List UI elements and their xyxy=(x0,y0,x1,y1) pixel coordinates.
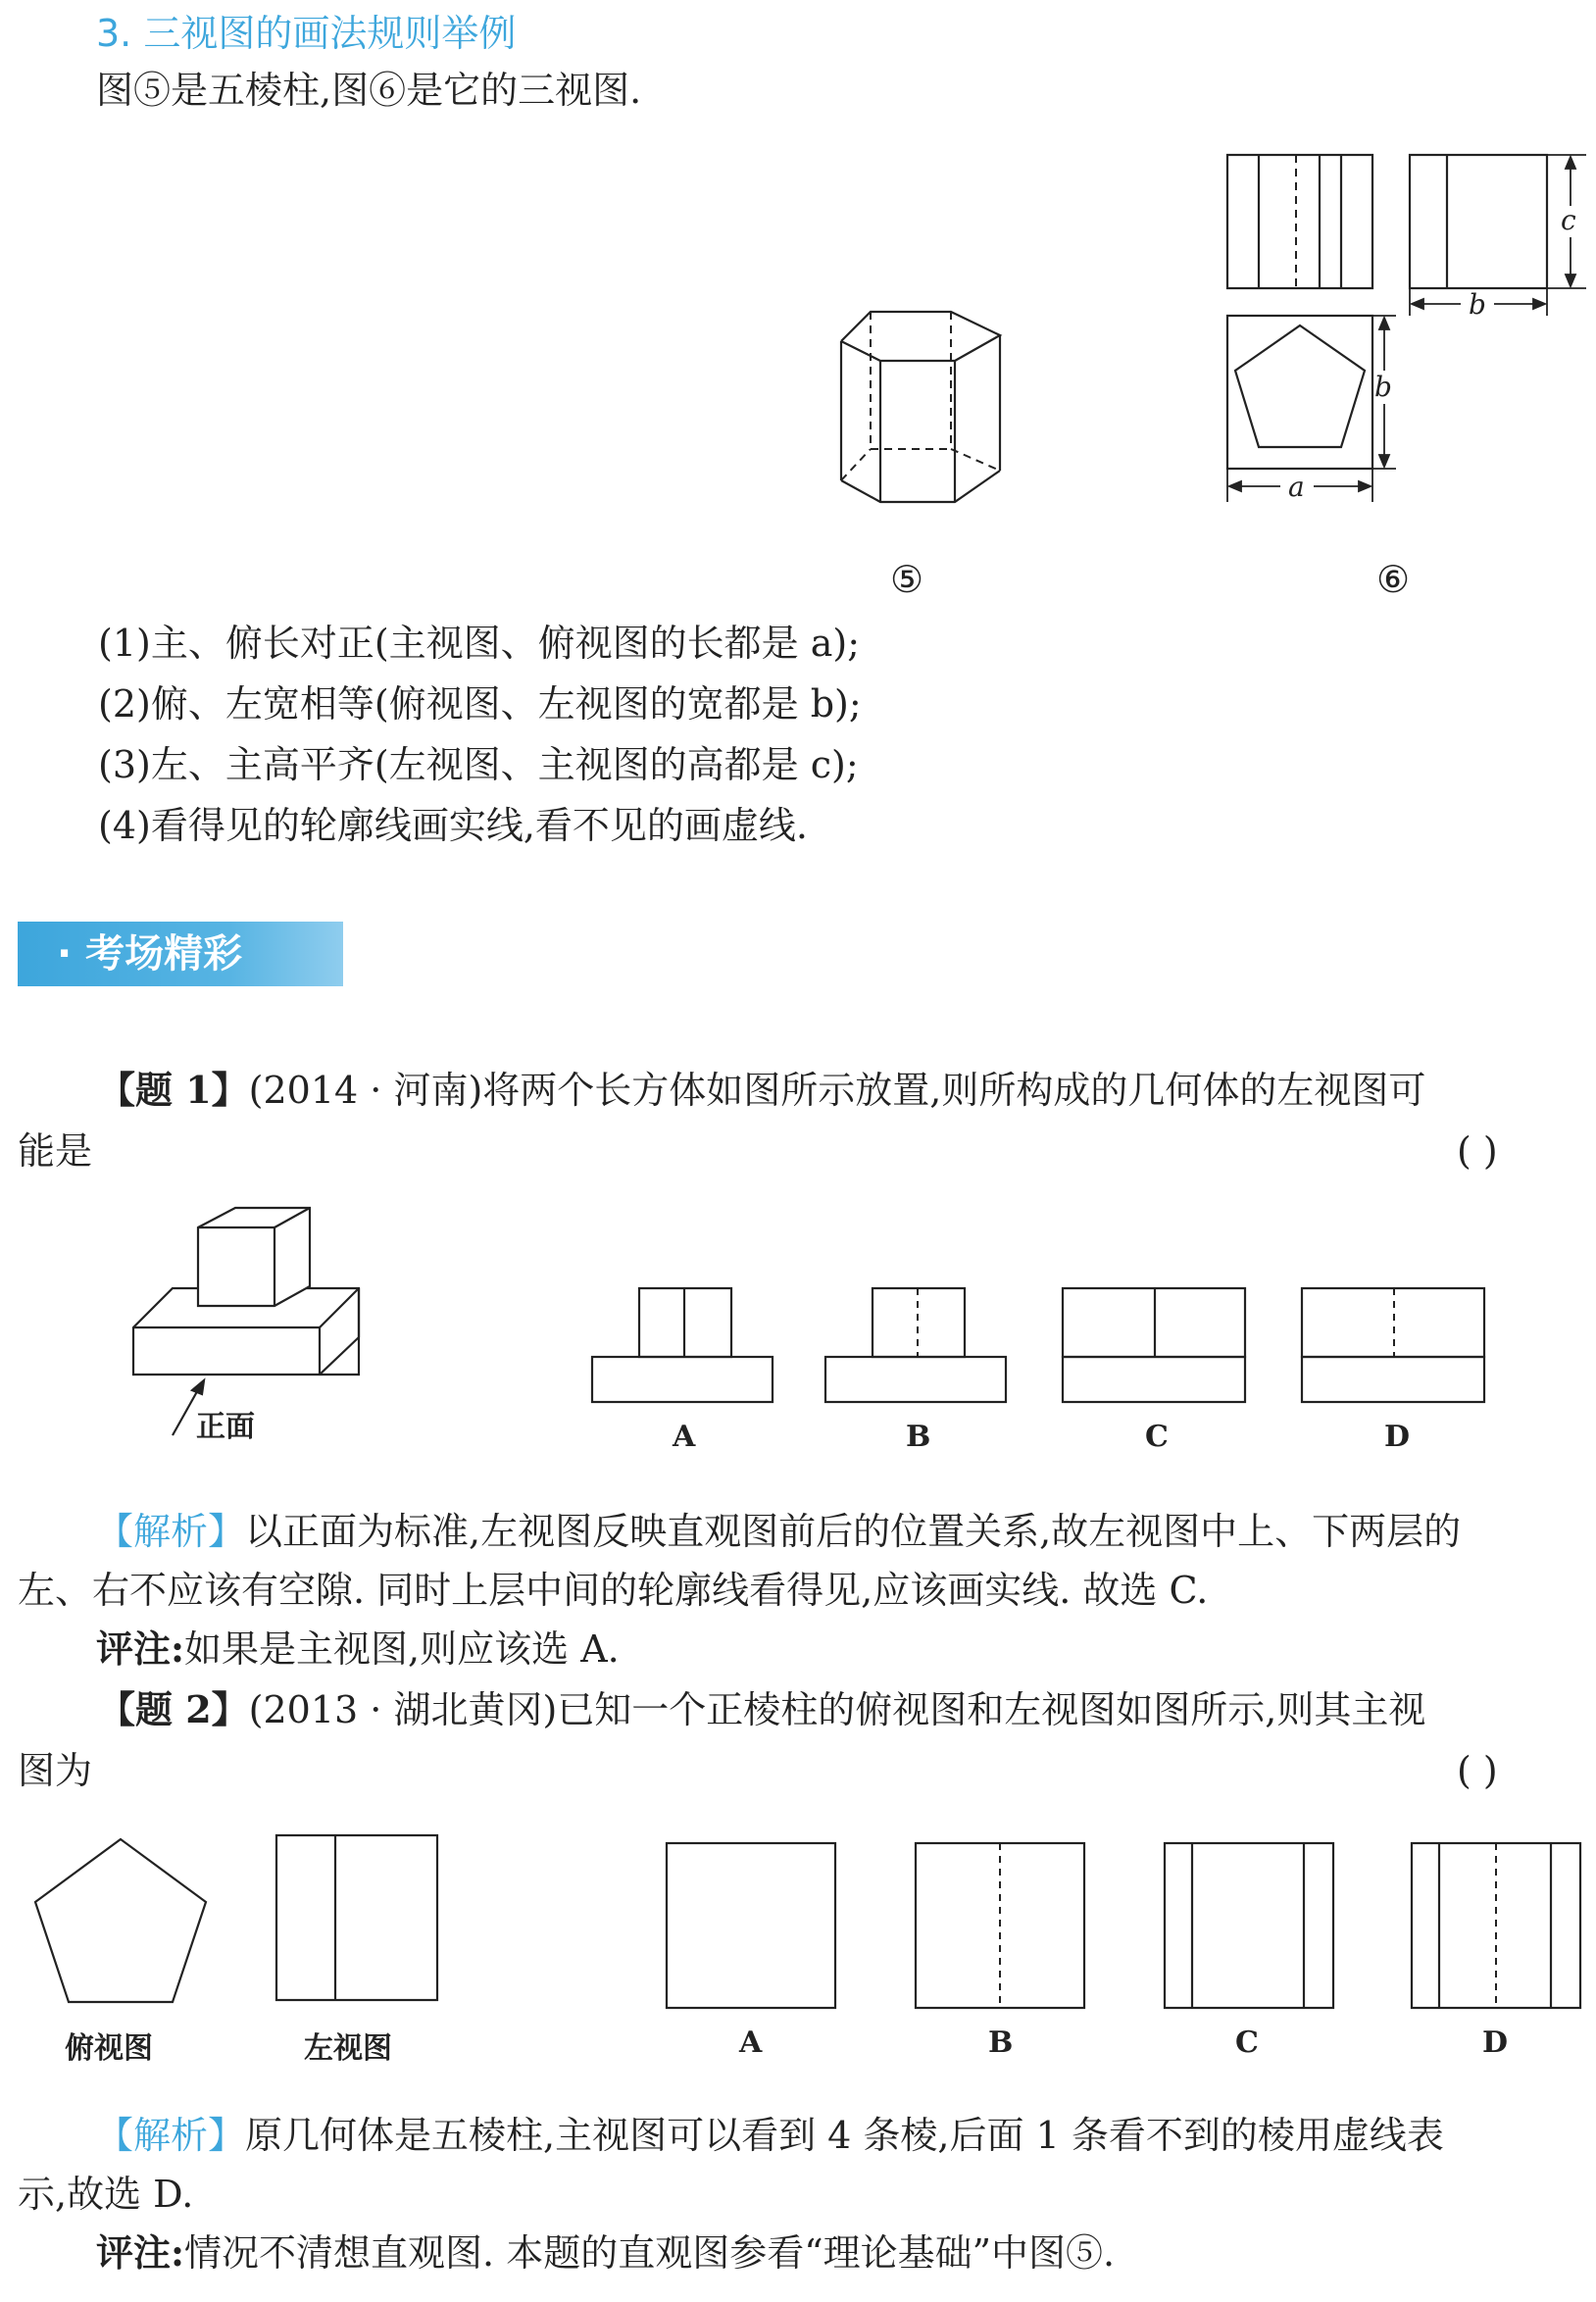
q1-line2: 能是 xyxy=(18,1129,93,1173)
q1-tag: 【题 1】 xyxy=(98,1068,249,1112)
q2-comment-tag: 评注: xyxy=(96,2230,185,2275)
q2-left-view-figure xyxy=(273,1831,441,2004)
q1-stacked-boxes-figure xyxy=(127,1204,382,1459)
q1-answer-blank: ( ) xyxy=(1457,1129,1498,1173)
q2-option-a-label: A xyxy=(739,2026,763,2060)
q2-option-d-figure xyxy=(1408,1839,1584,2012)
q2-option-d-label: D xyxy=(1482,2026,1509,2060)
section-heading: 3. 三视图的画法规则举例 xyxy=(96,12,517,55)
q1-option-b-figure xyxy=(822,1284,1010,1406)
q2-option-b-figure xyxy=(912,1839,1088,2012)
section-intro: 图⑤是五棱柱,图⑥是它的三视图. xyxy=(96,69,642,112)
q1-front-label: 正面 xyxy=(196,1410,255,1444)
q2-answer-blank: ( ) xyxy=(1457,1749,1498,1792)
figure-6-label: ⑥ xyxy=(1376,558,1411,601)
q1-analysis xyxy=(96,1506,1461,1557)
q1-line1: (2014 · 河南)将两个长方体如图所示放置,则所构成的几何体的左视图可 xyxy=(248,1069,1426,1112)
q2-option-c-label: C xyxy=(1235,2026,1259,2060)
rule-1: (1)主、俯长对正(主视图、俯视图的长都是 a); xyxy=(98,622,861,665)
q2-analysis-line2: 示,故选 D. xyxy=(18,2173,194,2216)
q2-analysis xyxy=(96,2110,1444,2161)
q2-top-view-label: 俯视图 xyxy=(65,2031,153,2066)
q1-option-c-label: C xyxy=(1145,1420,1169,1454)
q1-analysis-tag: 【解析】 xyxy=(96,1510,246,1553)
q1-option-a-figure xyxy=(588,1284,776,1406)
q1-option-c-figure xyxy=(1059,1284,1249,1406)
banner-title: · 考场精彩 xyxy=(57,931,243,976)
q2-statement xyxy=(98,1684,1425,1735)
dim-b-side-label: b xyxy=(1374,371,1392,403)
q2-top-view-pentagon xyxy=(29,1833,212,2010)
q2-comment xyxy=(96,2227,1115,2278)
q1-analysis-line2: 左、右不应该有空隙. 同时上层中间的轮廓线看得见,应该画实线. 故选 C. xyxy=(18,1569,1209,1612)
q2-comment-text: 情况不清想直观图. 本题的直观图参看“理论基础”中图⑤. xyxy=(184,2231,1116,2275)
q1-option-a-label: A xyxy=(673,1420,696,1454)
dim-b-top-label: b xyxy=(1469,288,1486,321)
q2-line2: 图为 xyxy=(18,1749,93,1792)
rule-4: (4)看得见的轮廓线画实线,看不见的画虚线. xyxy=(98,804,808,847)
rule-3: (3)左、主高平齐(左视图、主视图的高都是 c); xyxy=(98,743,859,786)
q2-left-view-label: 左视图 xyxy=(304,2031,392,2066)
dim-a-label: a xyxy=(1288,471,1305,503)
rule-2: (2)俯、左宽相等(俯视图、左视图的宽都是 b); xyxy=(98,682,862,726)
q1-analysis-line1: 以正面为标准,左视图反映直观图前后的位置关系,故左视图中上、下两层的 xyxy=(245,1510,1462,1553)
q2-analysis-tag: 【解析】 xyxy=(96,2114,246,2157)
q1-comment xyxy=(96,1624,620,1675)
q2-option-b-label: B xyxy=(988,2026,1014,2060)
exam-section-banner xyxy=(18,922,343,986)
q2-option-c-figure xyxy=(1161,1839,1337,2012)
pentagonal-prism-figure xyxy=(823,294,1020,520)
q2-tag: 【题 2】 xyxy=(98,1687,249,1731)
q1-option-d-label: D xyxy=(1384,1420,1411,1454)
q2-analysis-line1: 原几何体是五棱柱,主视图可以看到 4 条棱,后面 1 条看不到的棱用虚线表 xyxy=(245,2114,1444,2157)
q2-line1: (2013 · 湖北黄冈)已知一个正棱柱的俯视图和左视图如图所示,则其主视 xyxy=(248,1688,1426,1731)
dim-c-label: c xyxy=(1561,204,1576,236)
q1-option-b-label: B xyxy=(906,1420,931,1454)
q1-statement xyxy=(98,1065,1425,1116)
q1-option-d-figure xyxy=(1298,1284,1488,1406)
figure-5-label: ⑤ xyxy=(890,558,924,601)
q1-comment-tag: 评注: xyxy=(96,1626,185,1671)
q2-option-a-figure xyxy=(663,1839,839,2012)
three-views-figure xyxy=(1216,147,1588,510)
q1-comment-text: 如果是主视图,则应该选 A. xyxy=(184,1627,620,1671)
